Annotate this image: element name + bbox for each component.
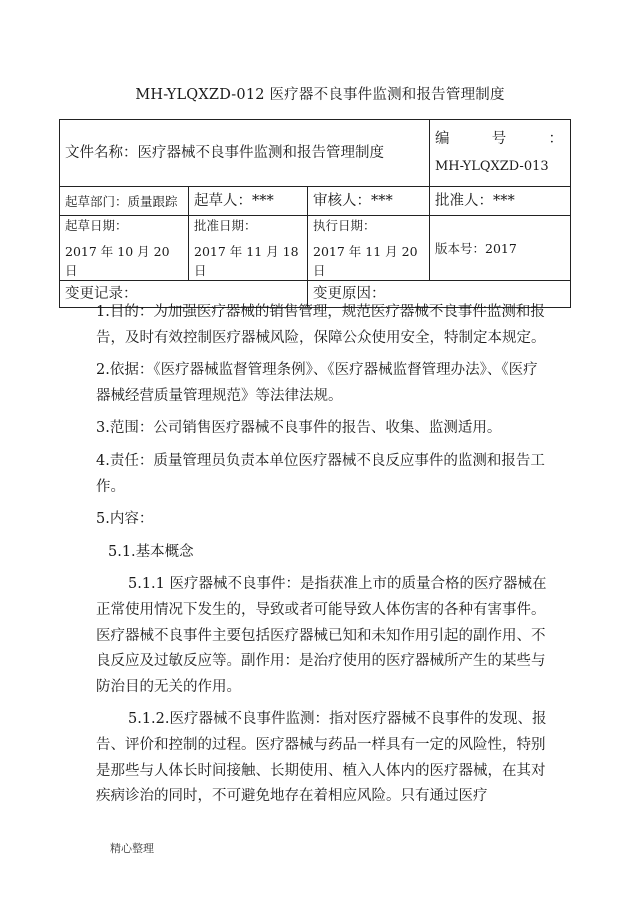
number-label-char-3: ： [548, 131, 563, 147]
exec-date-label: 执行日期： [313, 218, 376, 233]
file-name-value: 医疗器械不良事件监测和报告管理制度 [137, 144, 384, 161]
change-reason-cell: 变更原因： [308, 281, 571, 308]
paragraph-responsibility: 4.责任：质量管理员负责本单位医疗器械不良反应事件的监测和报告工作。 [96, 452, 545, 495]
paragraph-scope: 3.范围：公司销售医疗器械不良事件的报告、收集、监测适用。 [96, 420, 502, 437]
footer-text: 精心整理 [110, 842, 154, 855]
change-record-cell: 变更记录： [60, 281, 308, 308]
file-name-cell [60, 120, 430, 187]
exec-date-cell [308, 216, 430, 281]
number-label-char-1: 编 [435, 131, 450, 147]
section-basic-concepts: 5.1.基本概念 [108, 543, 194, 560]
paragraph-basis: 2.依据：《医疗器械监督管理条例》、《医疗器械监督管理办法》、《医疗器械经营质量管理规范》等法律法规。 [96, 362, 538, 404]
approve-date-cell [189, 216, 308, 281]
draft-date-label: 起草日期： [65, 218, 128, 233]
draft-date-cell [60, 216, 189, 281]
approve-date-value: 2017 年 11 月 18 日 [194, 244, 299, 278]
approve-date-label: 批准日期： [194, 218, 257, 233]
paragraph-content-heading: 5.内容： [96, 511, 154, 528]
draft-date-value: 2017 年 10 月 20 日 [65, 244, 170, 278]
file-name-label: 文件名称： [65, 144, 138, 161]
version-cell: 版本号：2017 [430, 216, 571, 281]
paragraph-adverse-event-definition: 5.1.1 医疗器械不良事件：是指获准上市的质量合格的医疗器械在正常使用情况下发生的，导致或者可能导致人体伤害的各种有害事件。医疗器械不良事件主要包括医疗器械已知和未知作用引起的副作用、不良反应及过敏反应等。副作用：是治疗使用的医疗器械所产生的某些与防治目的无关的作用。 [96, 576, 547, 695]
document-number-value: MH-YLQXZD-013 [435, 159, 549, 174]
document-number-cell [430, 120, 571, 187]
draft-dept-cell: 起草部门：质量跟踪 [60, 187, 189, 216]
exec-date-value: 2017 年 11 月 20 日 [313, 244, 418, 278]
approver-cell: 批准人：*** [430, 187, 571, 216]
document-info-table [59, 119, 571, 308]
document-body [96, 300, 551, 810]
document-title: MH-YLQXZD-012 医疗器不良事件监测和报告管理制度 [135, 87, 505, 103]
drafter-cell: 起草人：*** [189, 187, 308, 216]
paragraph-purpose: 1.目的：为加强医疗器械的销售管理，规范医疗器械不良事件监测和报告，及时有效控制医疗器械风险，保障公众使用安全，特制定本规定。 [96, 304, 546, 346]
reviewer-cell: 审核人：*** [308, 187, 430, 216]
number-label-char-2: 号 [491, 131, 507, 147]
paragraph-adverse-event-monitoring: 5.1.2.医疗器械不良事件监测：指对医疗器械不良事件的发现、报告、评价和控制的过程。医疗器械与药品一样具有一定的风险性，特别是那些与人体长时间接触、长期使用、植入人体内的医疗器械，在其对疾病诊治的同时，不可避免地存在着相应风险。只有通过医疗 [96, 711, 547, 805]
